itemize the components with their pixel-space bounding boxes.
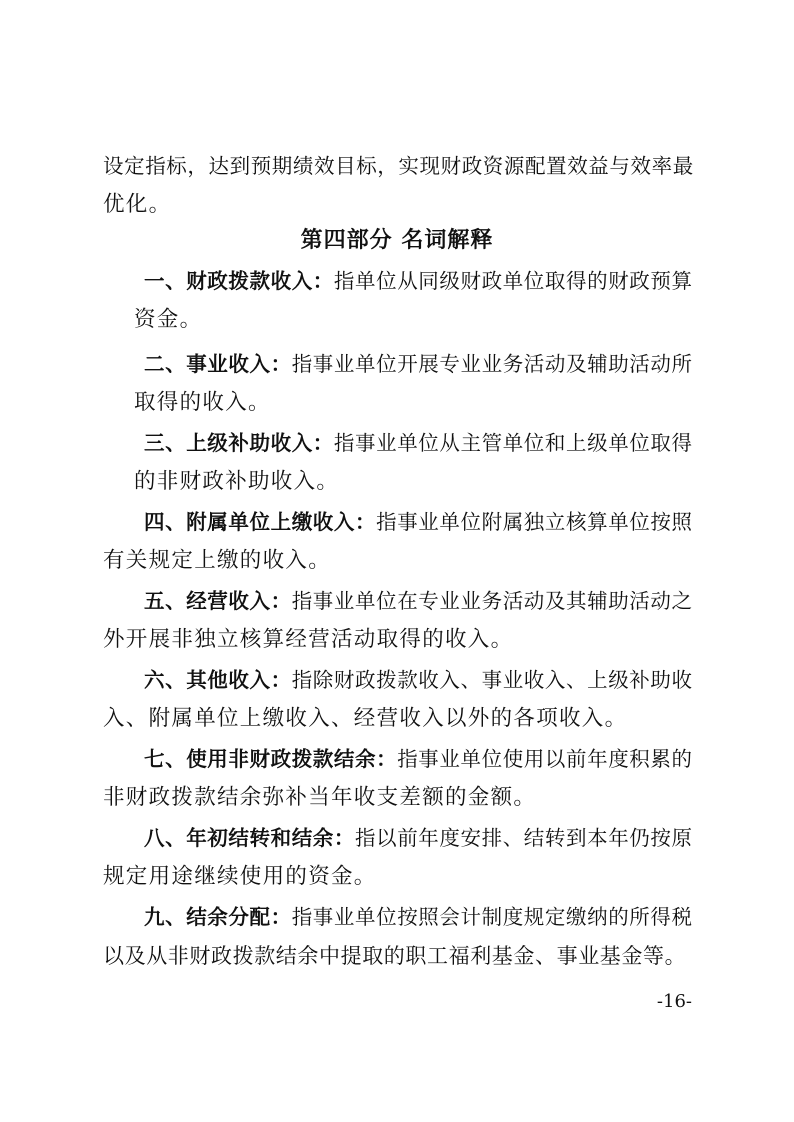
definition-4-second-line: 有关规定上缴的收入。 bbox=[103, 548, 332, 573]
definition-6-term: 六、其他收入： bbox=[144, 668, 292, 692]
definition-5-text: 指事业单位在专业业务活动及其辅助活动之 bbox=[291, 589, 693, 613]
definition-2-first-line bbox=[144, 349, 693, 379]
definition-9-text: 指事业单位按照会计制度规定缴纳的所得税 bbox=[291, 905, 693, 929]
definition-1-second-line: 资金。 bbox=[134, 307, 203, 332]
definition-1-term: 一、财政拨款收入： bbox=[144, 269, 334, 293]
definition-4-term: 四、附属单位上缴收入： bbox=[144, 510, 377, 534]
definition-7-term: 七、使用非财政拨款结余： bbox=[144, 747, 398, 771]
definition-3-second-line: 的非财政补助收入。 bbox=[134, 469, 340, 494]
definition-3-term: 三、上级补助收入： bbox=[144, 431, 334, 455]
definition-2-second-line: 取得的收入。 bbox=[134, 390, 271, 415]
definition-7-first-line bbox=[144, 744, 693, 774]
definition-6-first-line bbox=[144, 665, 693, 695]
definition-4-first-line bbox=[144, 507, 693, 537]
definition-6-text: 指除财政拨款收入、事业收入、上级补助收 bbox=[291, 668, 693, 692]
section-heading: 第四部分 名词解释 bbox=[300, 228, 494, 253]
definition-8-term: 八、年初结转和结余： bbox=[144, 826, 355, 850]
definition-3-first-line bbox=[144, 428, 693, 458]
definition-6-second-line: 入、附属单位上缴收入、经营收入以外的各项收入。 bbox=[103, 706, 628, 731]
definition-8-second-line: 规定用途继续使用的资金。 bbox=[103, 864, 377, 889]
definition-9-first-line bbox=[144, 902, 693, 932]
intro-line-2: 优化。 bbox=[103, 192, 172, 217]
definition-2-term: 二、事业收入： bbox=[144, 352, 292, 376]
definition-5-second-line: 外开展非独立核算经营活动取得的收入。 bbox=[103, 627, 514, 652]
definition-3-text: 指事业单位从主管单位和上级单位取得 bbox=[333, 431, 693, 455]
definition-4-text: 指事业单位附属独立核算单位按照 bbox=[376, 510, 693, 534]
definition-8-first-line bbox=[144, 823, 693, 853]
definition-7-text: 指事业单位使用以前年度积累的 bbox=[397, 747, 693, 771]
definition-7-second-line: 非财政拨款结余弥补当年收支差额的金额。 bbox=[103, 785, 537, 810]
definition-5-term: 五、经营收入： bbox=[144, 589, 292, 613]
definition-8-text: 指以前年度安排、结转到本年仍按原 bbox=[355, 826, 693, 850]
intro-line-1: 设定指标，达到预期绩效目标，实现财政资源配置效益与效率最 bbox=[103, 154, 694, 178]
definition-2-text: 指事业单位开展专业业务活动及辅助活动所 bbox=[291, 352, 693, 376]
definition-1-first-line bbox=[144, 266, 693, 296]
definition-9-second-line: 以及从非财政拨款结余中提取的职工福利基金、事业基金等。 bbox=[103, 944, 687, 968]
definition-9-term: 九、结余分配： bbox=[144, 905, 292, 929]
definition-1-text: 指单位从同级财政单位取得的财政预算 bbox=[333, 269, 693, 293]
definition-5-first-line bbox=[144, 586, 693, 616]
page-number: -16- bbox=[656, 991, 692, 1012]
